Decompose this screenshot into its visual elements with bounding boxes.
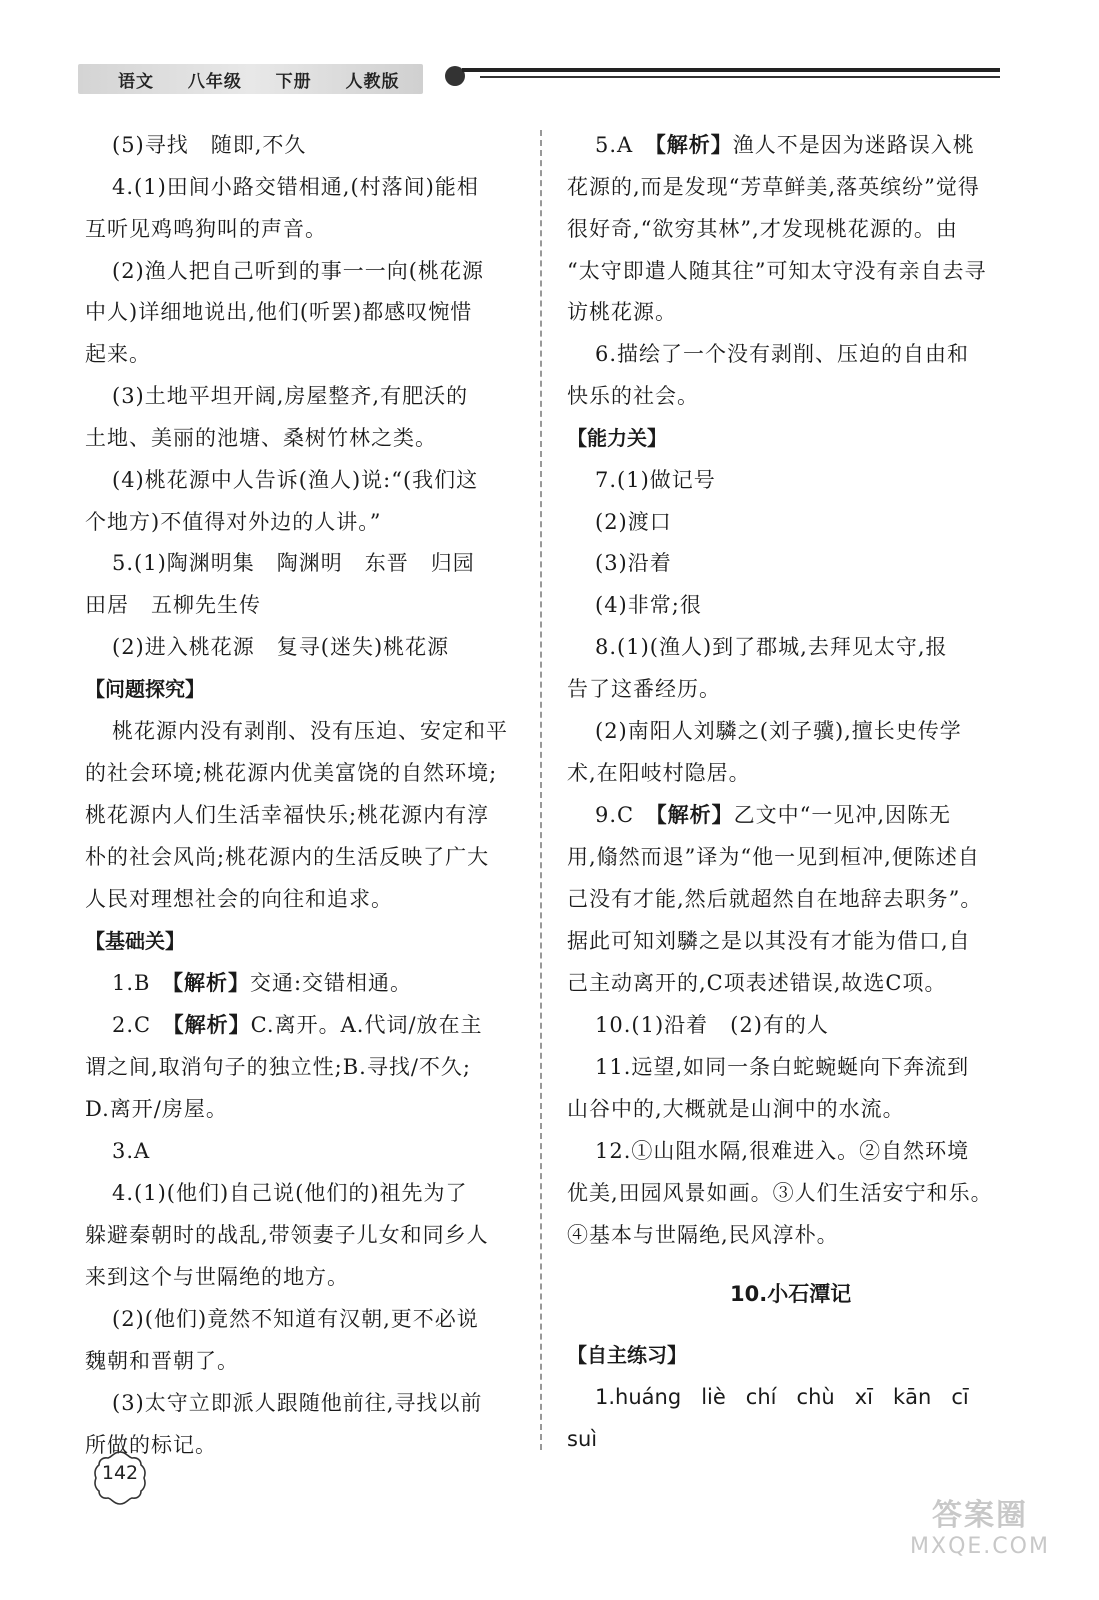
text-line: (4)非常;很 [595, 593, 702, 617]
text-line: 告了这番经历。 [567, 677, 721, 701]
lesson-title: 10.小石潭记 [730, 1282, 852, 1306]
answer-line: 2.C 【解析】C.离开。A.代词/放在主 [112, 1013, 483, 1037]
text-line: 己没有才能,然后就超然自在地辞去职务”。 [567, 887, 983, 911]
section-heading: 【能力关】 [567, 426, 667, 450]
text-line: 个地方)不值得对外边的人讲。” [85, 510, 382, 534]
text-line: D.离开/房屋。 [85, 1097, 228, 1121]
text-line: 山谷中的,大概就是山涧中的水流。 [567, 1097, 905, 1121]
text-line: 8.(1)(渔人)到了郡城,去拜见太守,报 [595, 635, 948, 659]
text-line: (4)桃花源中人告诉(渔人)说:“(我们这 [112, 468, 479, 492]
text-line: 朴的社会风尚;桃花源内的生活反映了广大 [85, 845, 490, 869]
answer-line: 1.B 【解析】交通:交错相通。 [112, 971, 413, 995]
text-line: 11.远望,如同一条白蛇蜿蜒向下奔流到 [595, 1055, 970, 1079]
text-line: 优美,田园风景如画。③人们生活安宁和乐。 [567, 1181, 993, 1205]
text-line: 7.(1)做记号 [595, 468, 716, 492]
text-line: 起来。 [85, 342, 151, 366]
text-line: (3)沿着 [595, 551, 672, 575]
text-line: 10.(1)沿着 (2)有的人 [595, 1013, 829, 1037]
text-line: 术,在阳岐村隐居。 [567, 761, 751, 785]
text-line: 魏朝和晋朝了。 [85, 1349, 239, 1373]
text-line: (2)进入桃花源 复寻(迷失)桃花源 [112, 635, 450, 659]
text-line: 很好奇,“欲穷其林”,才发现桃花源的。由 [567, 217, 958, 241]
analysis-tag: 【解析】 [173, 1013, 251, 1037]
text-line: 12.①山阻水隔,很难进入。②自然环境 [595, 1139, 970, 1163]
text-line: 访桃花源。 [567, 300, 677, 324]
answer-line: 9.C 【解析】乙文中“一见冲,因陈无 [595, 803, 952, 827]
text-line: 快乐的社会。 [567, 384, 699, 408]
analysis-tag: 【解析】 [656, 803, 734, 827]
text-line: ④基本与世隔绝,民风淳朴。 [567, 1223, 839, 1247]
watermark-logo [880, 1490, 1080, 1559]
text-line: 6.描绘了一个没有剥削、压迫的自由和 [595, 342, 970, 366]
text-line: “太守即遣人随其往”可知太守没有亲自去寻 [567, 259, 987, 283]
text-line: 中人)详细地说出,他们(听罢)都感叹惋惜 [85, 300, 473, 324]
text-line: 互听见鸡鸣狗叫的声音。 [85, 217, 327, 241]
header-label: 语文 八年级 下册 人教版 [118, 72, 400, 92]
section-heading: 【问题探究】 [85, 677, 205, 701]
text-line: 据此可知刘驎之是以其没有才能为借口,自 [567, 929, 971, 953]
text-line: (2)南阳人刘驎之(刘子骥),擅长史传学 [595, 719, 962, 743]
header-rule [462, 68, 1000, 72]
text-line: 的社会环境;桃花源内优美富饶的自然环境; [85, 761, 498, 785]
text-line: (5)寻找 随即,不久 [112, 133, 307, 157]
text-line: 谓之间,取消句子的独立性;B.寻找/不久; [85, 1055, 472, 1079]
text-line: 用,翛然而退”译为“他一见到桓冲,便陈述自 [567, 845, 980, 869]
watermark-url: MXQE.COM [910, 1534, 1050, 1559]
text-line: 所做的标记。 [85, 1433, 217, 1457]
text-line: 田居 五柳先生传 [85, 593, 261, 617]
text-line: 4.(1)田间小路交错相通,(村落间)能相 [112, 175, 479, 199]
answer-line: 5.A 【解析】渔人不是因为迷路误入桃 [595, 133, 975, 157]
text-line: (2)渡口 [595, 510, 672, 534]
page-number: 142 [101, 1462, 139, 1484]
text-line: 桃花源内人们生活幸福快乐;桃花源内有淳 [85, 803, 490, 827]
text-line: (3)太守立即派人跟随他前往,寻找以前 [112, 1391, 483, 1415]
text-line: 土地、美丽的池塘、桑树竹林之类。 [85, 426, 437, 450]
text-line: 人民对理想社会的向往和追求。 [85, 887, 393, 911]
column-divider [540, 130, 542, 1450]
text-line: (3)土地平坦开阔,房屋整齐,有肥沃的 [112, 384, 469, 408]
section-heading: 【自主练习】 [567, 1343, 687, 1367]
watermark-text: 答案圈 [932, 1498, 1028, 1533]
text-line: (2)(他们)竟然不知道有汉朝,更不必说 [112, 1307, 479, 1331]
analysis-tag: 【解析】 [655, 133, 733, 157]
section-heading: 【基础关】 [85, 929, 185, 953]
analysis-tag: 【解析】 [172, 971, 250, 995]
text-line: 花源的,而是发现“芳草鲜美,落英缤纷”觉得 [567, 175, 980, 199]
text-line: 己主动离开的,C项表述错误,故选C项。 [567, 971, 947, 995]
text-line: (2)渔人把自己听到的事一一向(桃花源 [112, 259, 484, 283]
text-line: 4.(1)(他们)自己说(他们的)祖先为了 [112, 1181, 468, 1205]
text-line: 5.(1)陶渊明集 陶渊明 东晋 归园 [112, 551, 475, 575]
text-line: 躲避秦朝时的战乱,带领妻子儿女和同乡人 [85, 1223, 489, 1247]
text-line: 3.A [112, 1139, 151, 1163]
text-line: 来到这个与世隔绝的地方。 [85, 1265, 349, 1289]
text-line: 桃花源内没有剥削、没有压迫、安定和平 [112, 719, 508, 743]
pinyin-line: suì [567, 1427, 598, 1451]
pinyin-line: 1.huáng liè chí chù xī kān cī [595, 1385, 969, 1409]
header-rule-secondary [480, 76, 1000, 78]
